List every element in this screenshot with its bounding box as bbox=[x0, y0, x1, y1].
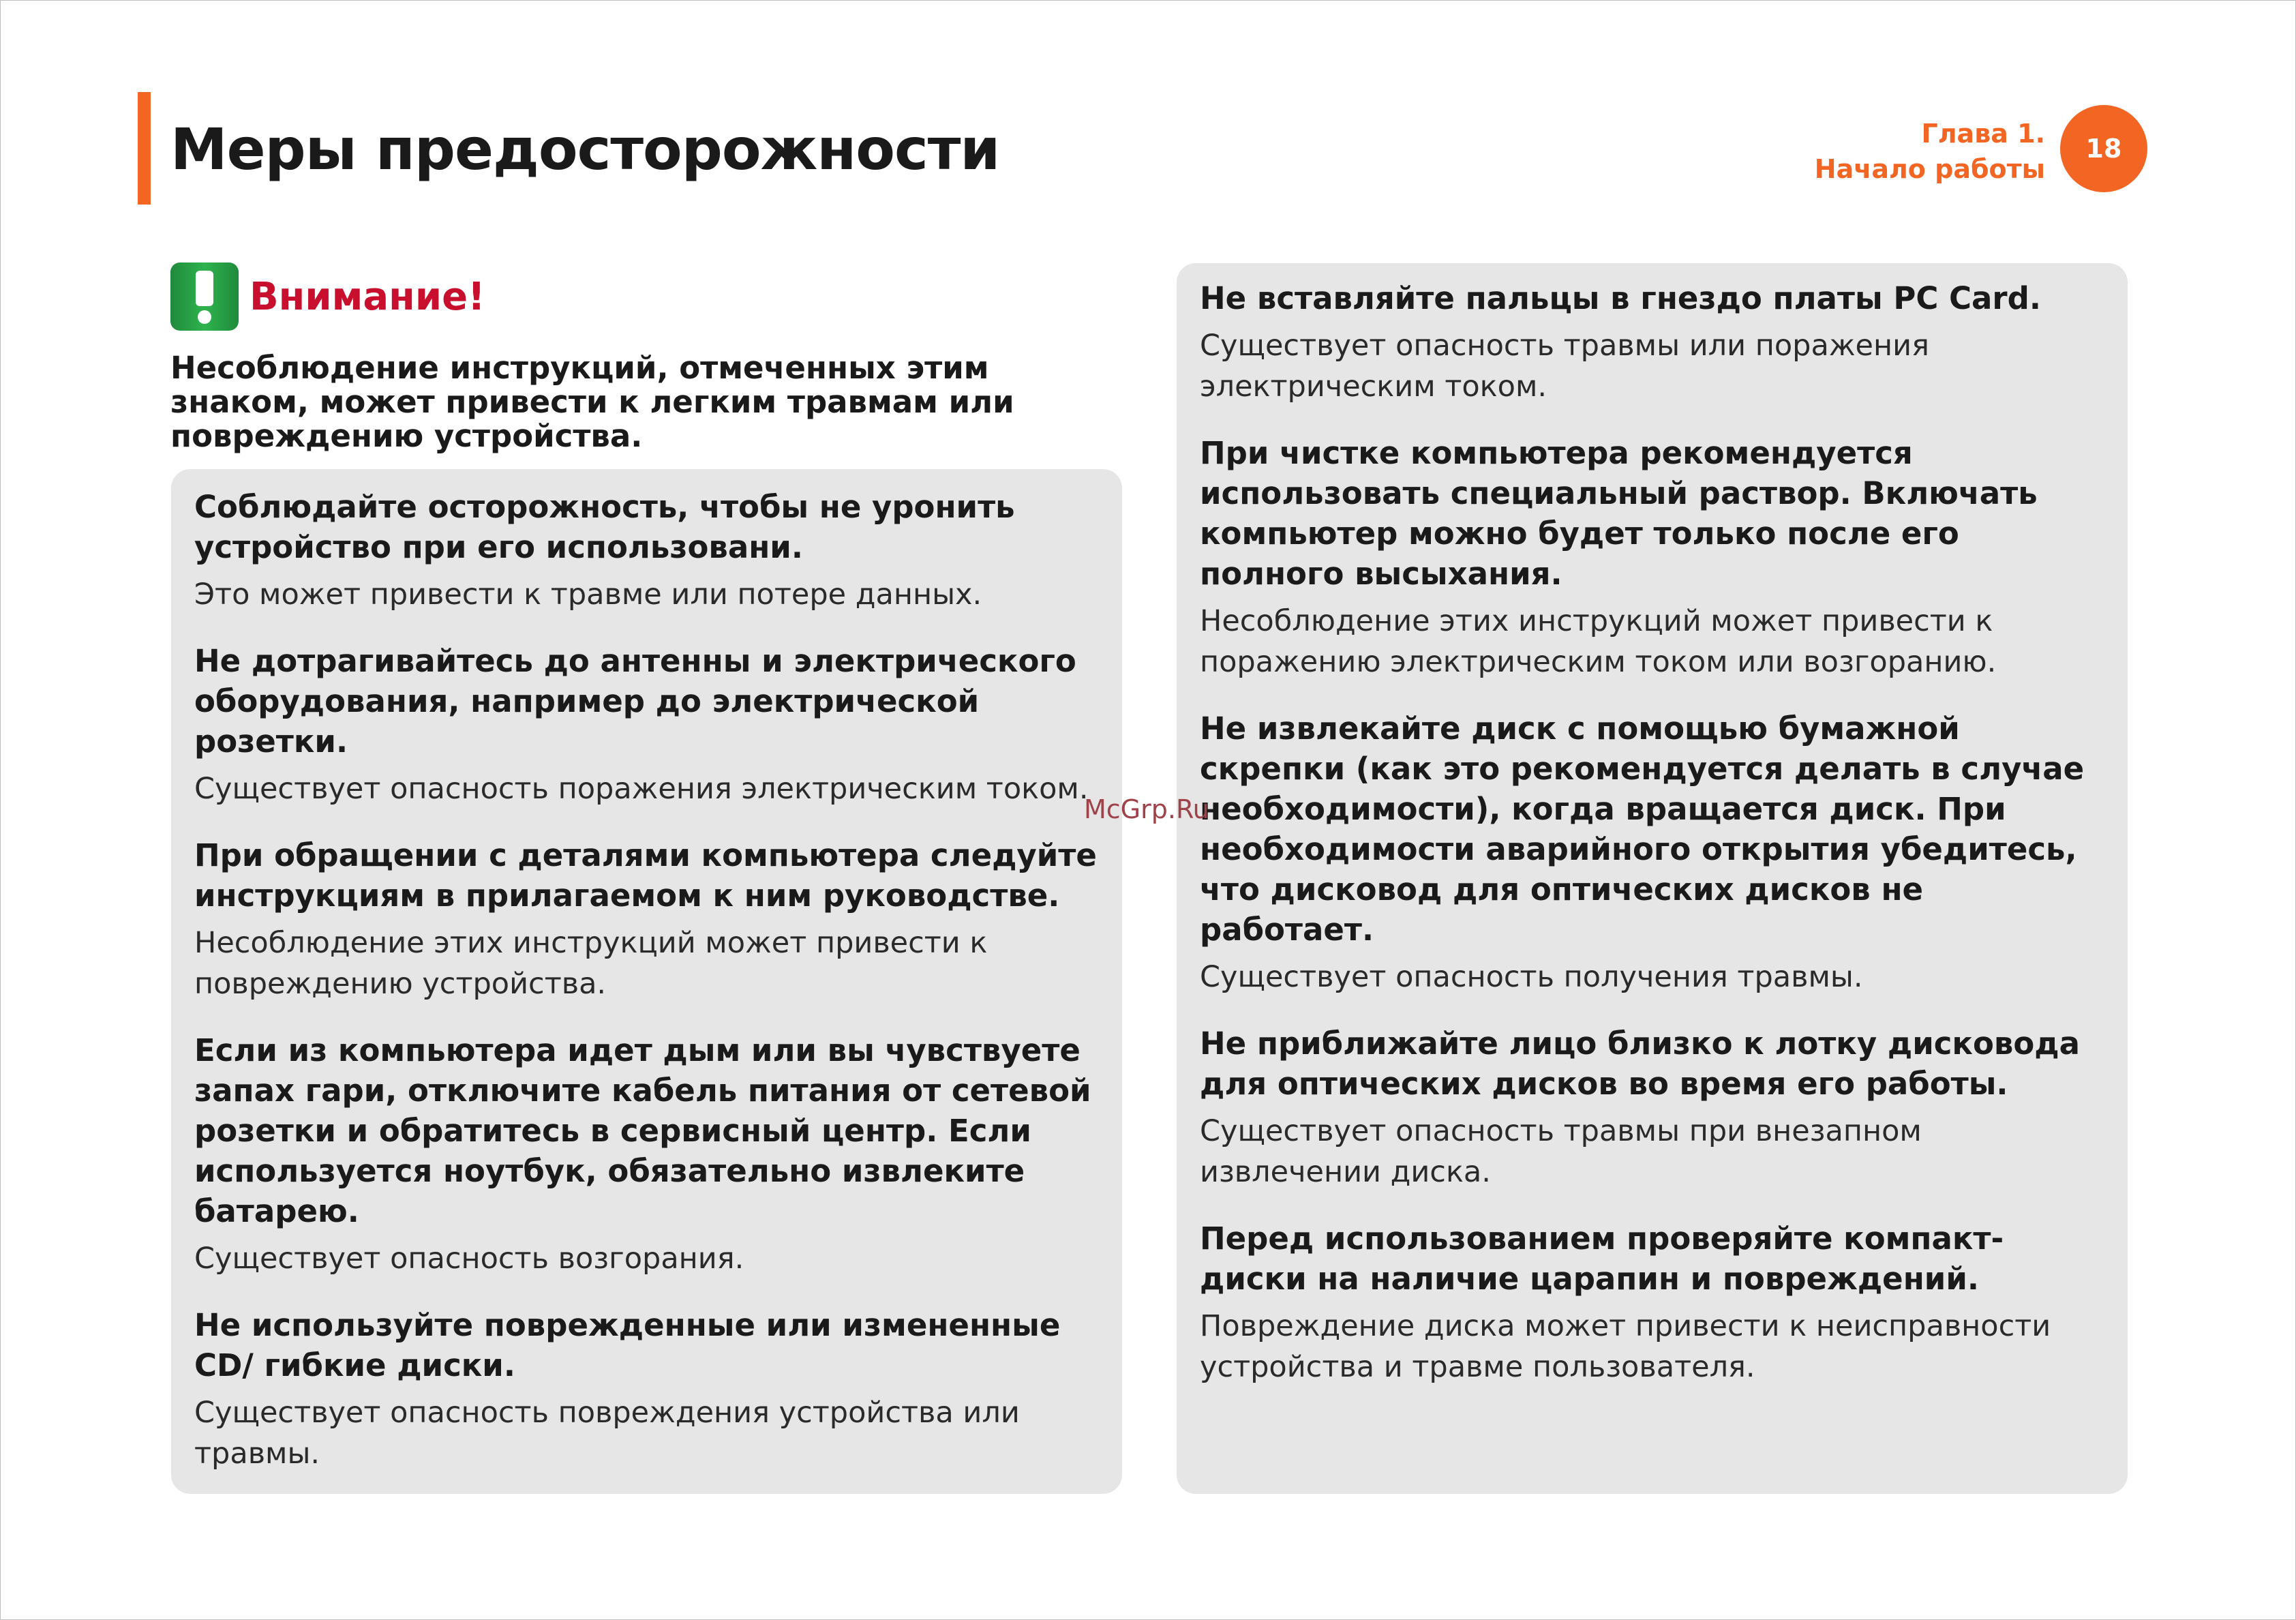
precaution-body: Повреждение диска может привести к неисправности устройства и травме пользователя. bbox=[1200, 1309, 2051, 1384]
chapter-number: Глава 1. bbox=[1921, 119, 2045, 149]
precaution-heading: Соблюдайте осторожность, чтобы не уронить устройство при его использовани. bbox=[194, 489, 1015, 565]
precaution-item bbox=[194, 487, 1102, 615]
page-number-badge: 18 bbox=[2060, 105, 2147, 192]
precaution-body: Существует опасность травмы при внезапном извлечении диска. bbox=[1200, 1114, 1922, 1189]
watermark: McGrp.Ru bbox=[1084, 794, 1209, 824]
precaution-item bbox=[194, 1030, 1102, 1279]
precaution-heading: Не вставляйте пальцы в гнездо платы PC Card. bbox=[1200, 280, 2041, 316]
precaution-heading: При обращении с деталями компьютера следуйте инструкциям в прилагаемом к ним руководстве. bbox=[194, 837, 1097, 914]
precaution-body: Существует опасность повреждения устройства или травмы. bbox=[194, 1396, 1020, 1471]
title-accent-bar bbox=[138, 92, 151, 205]
precaution-body: Несоблюдение этих инструкций может привести к повреждению устройства. bbox=[194, 926, 988, 1001]
precaution-item bbox=[194, 1305, 1102, 1474]
precaution-heading: Если из компьютера идет дым или вы чувствуете запах гари, отключите кабель питания от сетевой розетки и обратитесь в сервисный центр. Если используется ноутбук, обязательно извлеките батарею. bbox=[194, 1032, 1091, 1229]
page-title: Меры предосторожности bbox=[170, 116, 1000, 183]
chapter-label bbox=[1815, 116, 2045, 187]
precaution-item bbox=[194, 641, 1102, 809]
precaution-heading: Не приближайте лицо близко к лотку дисковода для оптических дисков во время его работы. bbox=[1200, 1025, 2080, 1102]
precaution-body: Существует опасность получения травмы. bbox=[1200, 960, 1863, 994]
precaution-heading: Не дотрагивайтесь до антенны и электрического оборудования, например до электрической розетки. bbox=[194, 643, 1076, 760]
left-precautions-panel bbox=[171, 469, 1122, 1494]
precaution-body: Существует опасность поражения электрическим током. bbox=[194, 772, 1089, 806]
precaution-body: Несоблюдение этих инструкций может привести к поражению электрическим током или возгоранию. bbox=[1200, 604, 1997, 679]
precaution-heading: Не используйте поврежденные или измененные CD/ гибкие диски. bbox=[194, 1307, 1061, 1383]
precaution-item bbox=[1200, 708, 2107, 997]
chapter-title: Начало работы bbox=[1814, 154, 2045, 184]
precaution-item bbox=[1200, 433, 2107, 682]
precaution-body: Существует опасность травмы или поражения электрическим током. bbox=[1200, 329, 1929, 404]
precaution-item bbox=[1200, 1218, 2107, 1388]
precaution-item bbox=[194, 835, 1102, 1004]
right-precautions-panel bbox=[1177, 263, 2128, 1494]
precaution-body: Это может привести к травме или потере данных. bbox=[194, 578, 982, 612]
precaution-heading: Не извлекайте диск с помощью бумажной скрепки (как это рекомендуется делать в случае необходимости), когда вращается диск. При необходимости аварийного открытия убедитесь, что дисковод для оптических дисков не работает. bbox=[1200, 710, 2085, 948]
warning-header bbox=[170, 262, 485, 331]
precaution-item bbox=[1200, 278, 2107, 407]
warning-intro: Несоблюдение инструкций, отмеченных этим знаком, может привести к легким травмам или повреждению устройства. bbox=[170, 350, 1014, 454]
precaution-heading: При чистке компьютера рекомендуется использовать специальный раствор. Включать компьютер можно будет только после его полного высыхания. bbox=[1200, 435, 2038, 592]
warning-title: Внимание! bbox=[250, 274, 485, 319]
precaution-body: Существует опасность возгорания. bbox=[194, 1242, 744, 1276]
precaution-item bbox=[1200, 1023, 2107, 1192]
precaution-heading: Перед использованием проверяйте компакт-диски на наличие царапин и повреждений. bbox=[1200, 1220, 2004, 1297]
exclamation-icon bbox=[170, 262, 239, 331]
